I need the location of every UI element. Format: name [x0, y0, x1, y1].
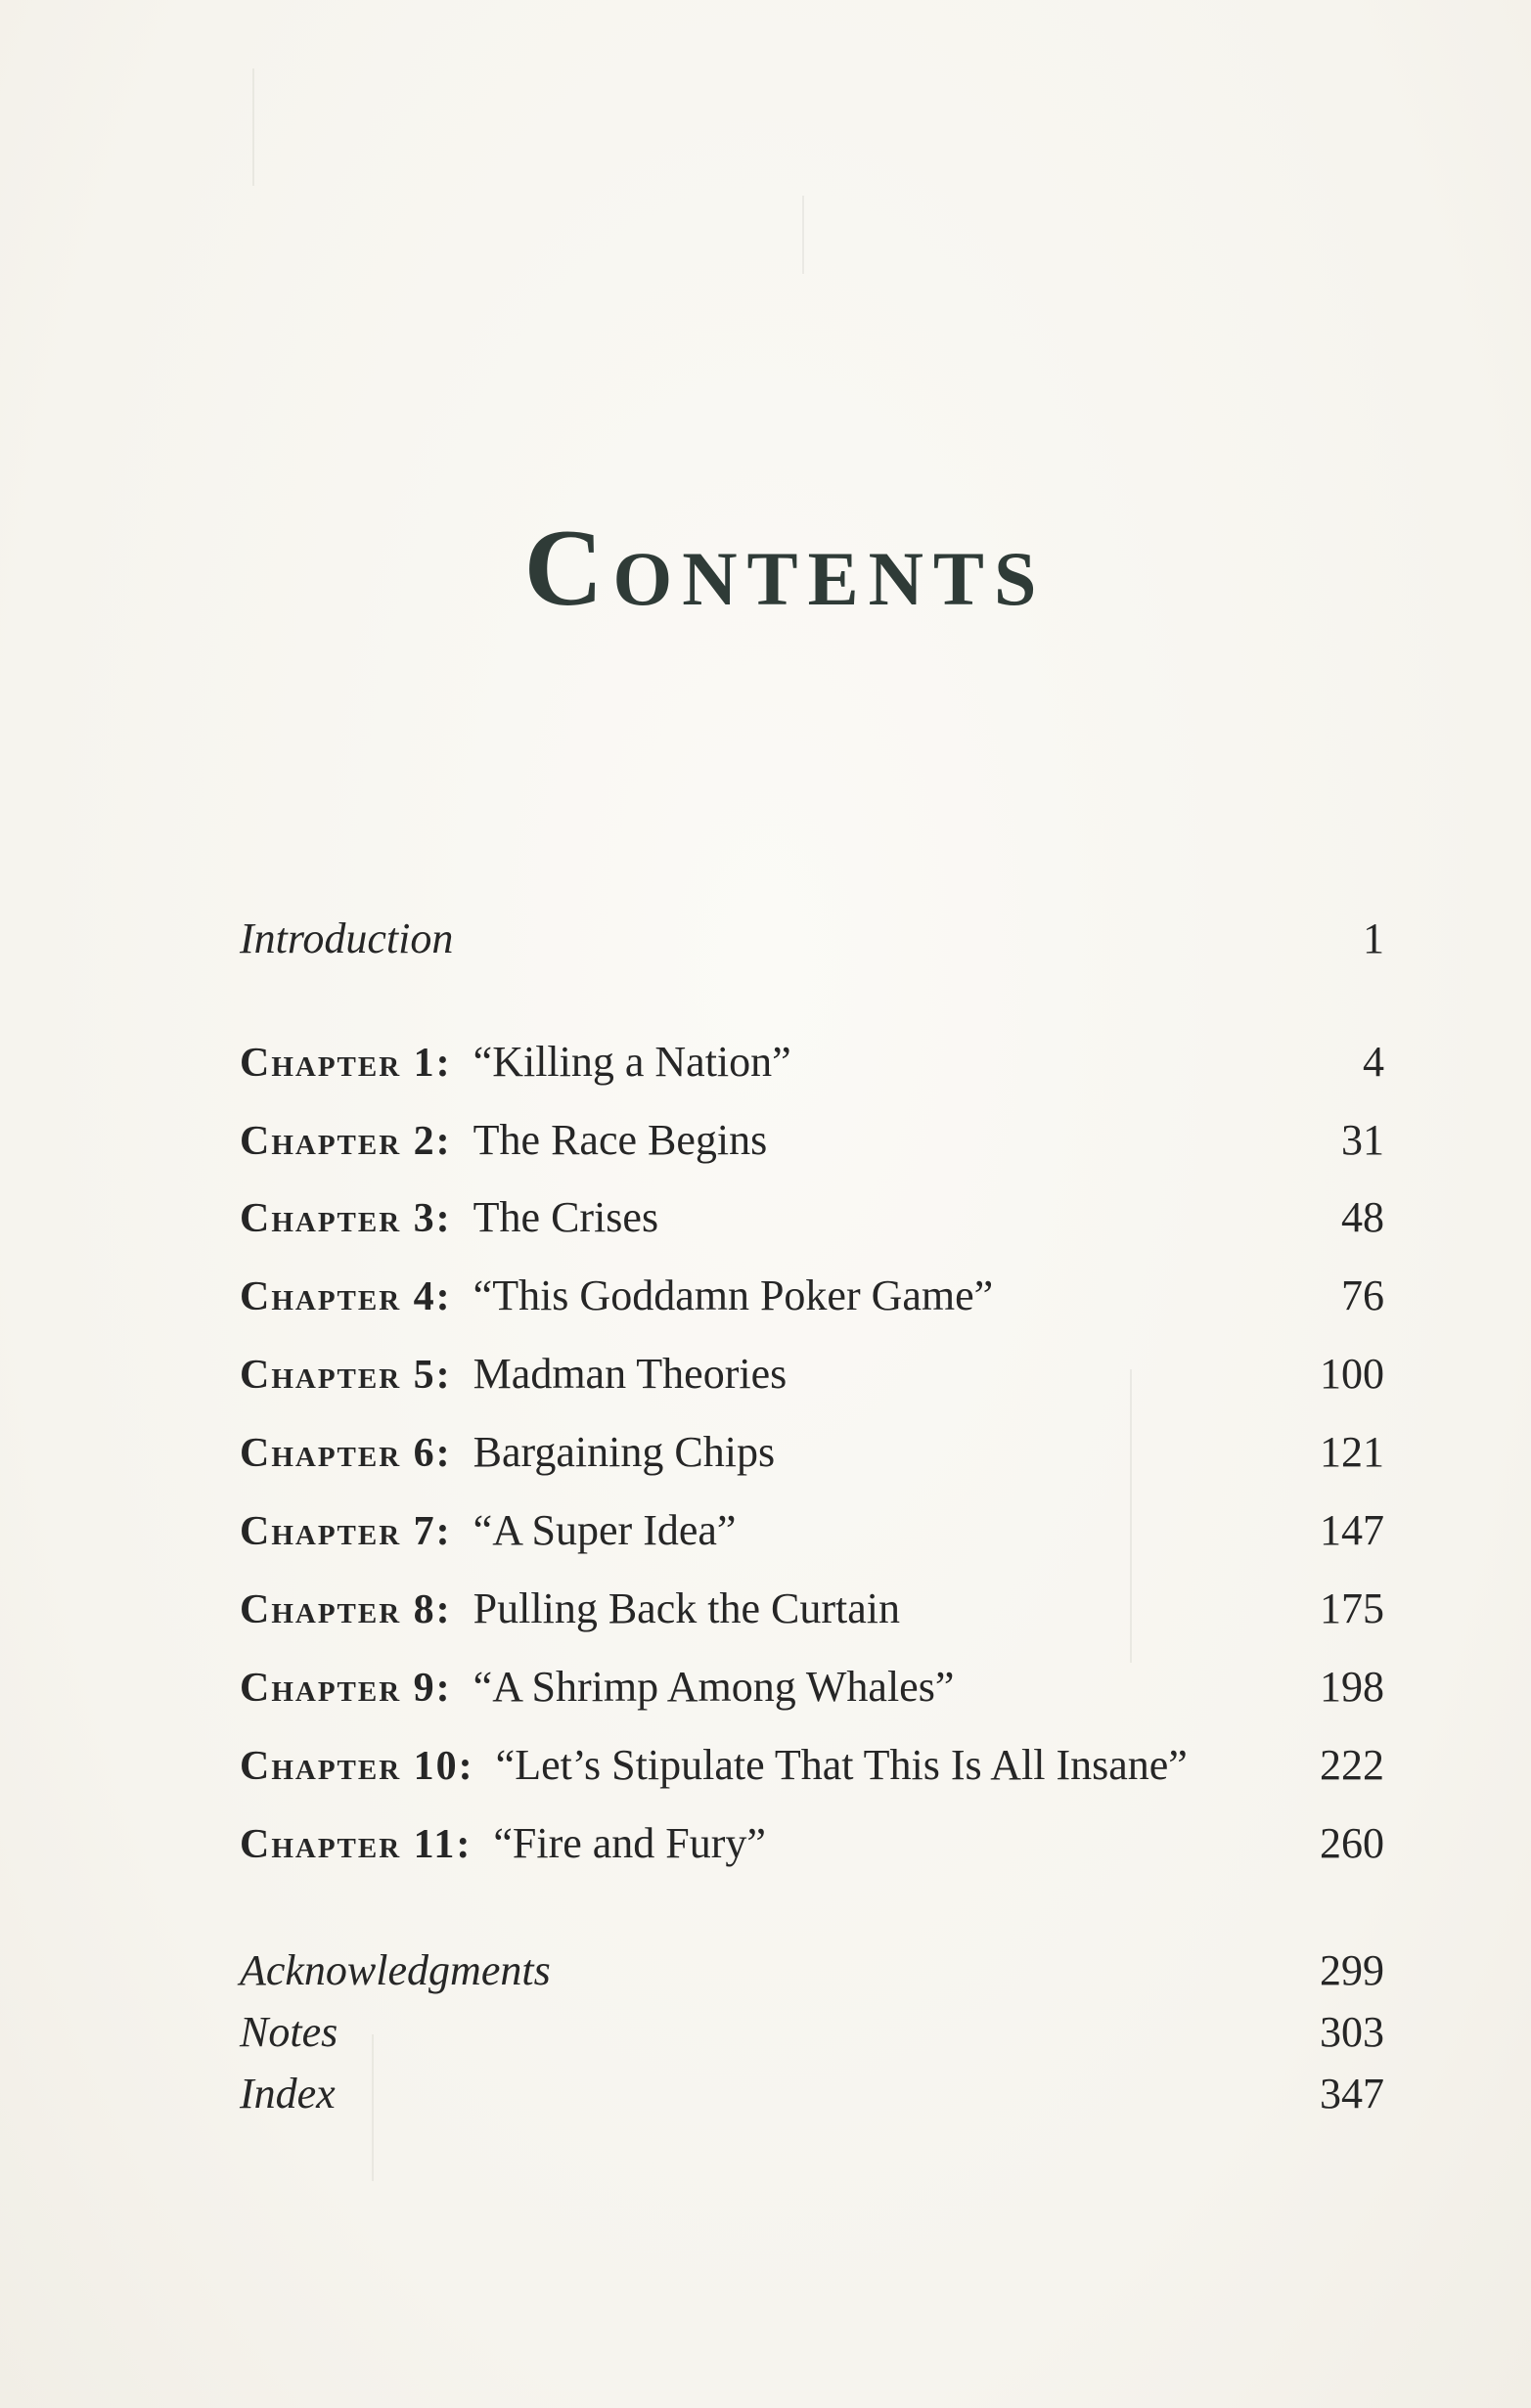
toc-entry-acknowledgments[interactable] — [240, 1941, 1384, 2000]
chapter-label: Chapter 1: — [240, 1041, 452, 1086]
chapter-label: Chapter 3: — [240, 1196, 452, 1241]
toc-entry-page: 347 — [1320, 2070, 1384, 2118]
toc-entry-chapter-8[interactable] — [240, 1580, 1384, 1638]
contents-heading: Contents — [523, 508, 1047, 629]
toc-entry-title: Notes — [240, 2008, 338, 2056]
chapter-page: 260 — [1320, 1819, 1384, 1867]
toc-entry-chapter-4[interactable] — [240, 1267, 1384, 1325]
toc-entry-index[interactable] — [240, 2065, 1384, 2123]
chapter-page: 121 — [1320, 1428, 1384, 1476]
toc-entry-title: Introduction — [240, 914, 454, 962]
chapter-title: “Fire and Fury” — [493, 1819, 766, 1867]
toc-entry-chapter-7[interactable] — [240, 1501, 1384, 1560]
chapter-title: “A Shrimp Among Whales” — [473, 1663, 955, 1711]
chapter-title: Bargaining Chips — [473, 1428, 776, 1476]
toc-entry-chapter-10[interactable] — [240, 1736, 1384, 1795]
toc-entry-introduction[interactable] — [240, 910, 1384, 968]
toc-entry-page: 1 — [1363, 914, 1384, 962]
chapter-page: 4 — [1363, 1038, 1384, 1086]
chapter-page: 76 — [1341, 1271, 1384, 1319]
toc-entry-page: 299 — [1320, 1946, 1384, 1994]
chapter-label: Chapter 11: — [240, 1822, 473, 1867]
chapter-title: “This Goddamn Poker Game” — [473, 1271, 994, 1319]
toc-entry-chapter-3[interactable] — [240, 1188, 1384, 1247]
chapter-label: Chapter 6: — [240, 1431, 452, 1476]
chapter-label: Chapter 9: — [240, 1666, 452, 1711]
chapter-title: The Crises — [473, 1193, 659, 1241]
toc-entry-title: Acknowledgments — [240, 1946, 551, 1994]
toc-entry-notes[interactable] — [240, 2003, 1384, 2062]
chapter-title: The Race Begins — [473, 1116, 768, 1164]
toc-entry-chapter-1[interactable] — [240, 1033, 1384, 1092]
toc-entry-page: 303 — [1320, 2008, 1384, 2056]
toc-entry-chapter-6[interactable] — [240, 1423, 1384, 1482]
toc-entry-chapter-5[interactable] — [240, 1345, 1384, 1404]
chapter-page: 31 — [1341, 1116, 1384, 1164]
chapter-label: Chapter 5: — [240, 1353, 452, 1398]
chapter-page: 198 — [1320, 1663, 1384, 1711]
chapter-title: “Let’s Stipulate That This Is All Insane” — [495, 1741, 1188, 1789]
chapter-label: Chapter 8: — [240, 1587, 452, 1632]
toc-entry-title: Index — [240, 2070, 336, 2118]
chapter-page: 222 — [1320, 1741, 1384, 1789]
toc-entry-chapter-9[interactable] — [240, 1658, 1384, 1717]
chapter-label: Chapter 4: — [240, 1274, 452, 1319]
chapter-title: “A Super Idea” — [473, 1506, 737, 1554]
chapter-label: Chapter 7: — [240, 1509, 452, 1554]
chapter-page: 48 — [1341, 1193, 1384, 1241]
chapter-page: 100 — [1320, 1350, 1384, 1398]
chapter-label: Chapter 2: — [240, 1119, 452, 1164]
chapter-label: Chapter 10: — [240, 1744, 474, 1789]
toc-entry-chapter-11[interactable] — [240, 1814, 1384, 1873]
toc-entry-chapter-2[interactable] — [240, 1111, 1384, 1170]
chapter-title: Pulling Back the Curtain — [473, 1584, 900, 1632]
chapter-title: “Killing a Nation” — [473, 1038, 791, 1086]
chapter-page: 147 — [1320, 1506, 1384, 1554]
chapter-title: Madman Theories — [473, 1350, 788, 1398]
chapter-page: 175 — [1320, 1584, 1384, 1632]
